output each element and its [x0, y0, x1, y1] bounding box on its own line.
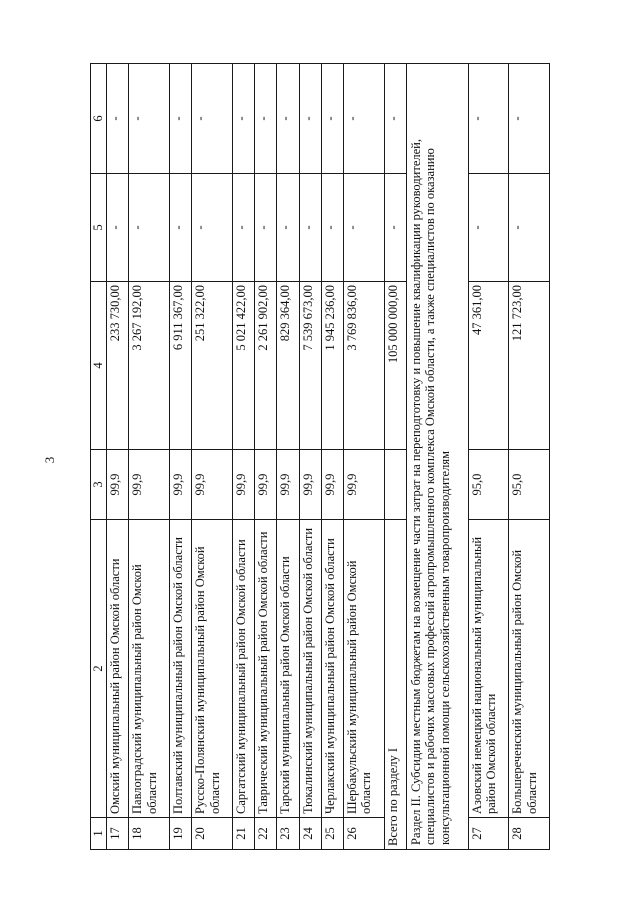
- table-row: [255, 64, 277, 850]
- municipality-name: Тарский муниципальный район Омской области: [277, 520, 299, 818]
- column-header: 5: [91, 174, 107, 282]
- percent-cell: 99,9: [107, 450, 129, 520]
- table-row: [509, 64, 550, 850]
- municipality-name: Таврический муниципальный район Омской области: [255, 520, 277, 818]
- amount-cell: 251 322,00: [192, 282, 233, 450]
- col5-cell: -: [129, 174, 170, 282]
- row-number: 26: [344, 818, 385, 850]
- row-number: 25: [321, 818, 343, 850]
- percent-cell: 95,0: [509, 450, 550, 520]
- amount-cell: 6 911 367,00: [169, 282, 191, 450]
- amount-cell: 121 723,00: [509, 282, 550, 450]
- row-number: 19: [169, 818, 191, 850]
- amount-cell: 829 364,00: [277, 282, 299, 450]
- percent-cell: 99,9: [129, 450, 170, 520]
- total-col5: -: [384, 174, 406, 282]
- municipality-name: Большереченский муниципальный район Омской области: [509, 520, 550, 818]
- page-number: 3: [42, 456, 57, 464]
- row-number: 18: [129, 818, 170, 850]
- col5-cell: -: [277, 174, 299, 282]
- column-header: 2: [91, 520, 107, 818]
- col6-cell: -: [468, 64, 509, 174]
- col6-cell: -: [232, 64, 254, 174]
- total-row: [384, 64, 406, 850]
- col6-cell: -: [169, 64, 191, 174]
- municipality-name: Тюкалинский муниципальный район Омской области: [299, 520, 321, 818]
- municipality-name: Азовский немецкий национальный муниципальный район Омской области: [468, 520, 509, 818]
- table-row: [277, 64, 299, 850]
- row-number: 22: [255, 818, 277, 850]
- section-2-heading: Раздел II. Субсидии местным бюджетам на возмещение части затрат на переподготовку и повышение квалификации руководителей, специалистов и рабочих массовых профессий агропромышленного комплекса Омской области, а также специалистов по оказанию консультационной помощи сельскохозяйственным товаропроизводителям: [406, 64, 468, 850]
- col5-cell: -: [255, 174, 277, 282]
- percent-cell: 99,9: [255, 450, 277, 520]
- col6-cell: -: [321, 64, 343, 174]
- table-row: [299, 64, 321, 850]
- municipality-name: Полтавский муниципальный район Омской области: [169, 520, 191, 818]
- table-row: [321, 64, 343, 850]
- percent-cell: 99,9: [277, 450, 299, 520]
- col6-cell: -: [255, 64, 277, 174]
- table-row: [468, 64, 509, 850]
- total-empty-cell: [384, 450, 406, 520]
- row-number: 17: [107, 818, 129, 850]
- municipality-name: Павлоградский муниципальный район Омской области: [129, 520, 170, 818]
- amount-cell: 1 945 236,00: [321, 282, 343, 450]
- percent-cell: 99,9: [192, 450, 233, 520]
- row-number: 24: [299, 818, 321, 850]
- amount-cell: 5 021 422,00: [232, 282, 254, 450]
- amount-cell: 2 261 902,00: [255, 282, 277, 450]
- rotated-table-wrapper: [90, 64, 550, 850]
- col5-cell: -: [299, 174, 321, 282]
- row-number: 21: [232, 818, 254, 850]
- col5-cell: -: [232, 174, 254, 282]
- col6-cell: -: [129, 64, 170, 174]
- percent-cell: 95,0: [468, 450, 509, 520]
- municipality-name: Шербакульский муниципальный район Омской области: [344, 520, 385, 818]
- section-header-row: [406, 64, 468, 850]
- column-number-row: [91, 64, 107, 850]
- percent-cell: 99,9: [299, 450, 321, 520]
- total-col6: -: [384, 64, 406, 174]
- municipality-name: Омский муниципальный район Омской области: [107, 520, 129, 818]
- col5-cell: -: [107, 174, 129, 282]
- subsidy-table: [90, 63, 550, 850]
- column-header: 3: [91, 450, 107, 520]
- row-number: 20: [192, 818, 233, 850]
- percent-cell: 99,9: [169, 450, 191, 520]
- municipality-name: Черлакский муниципальный район Омской области: [321, 520, 343, 818]
- amount-cell: 47 361,00: [468, 282, 509, 450]
- amount-cell: 233 730,00: [107, 282, 129, 450]
- col6-cell: -: [344, 64, 385, 174]
- col5-cell: -: [509, 174, 550, 282]
- amount-cell: 3 769 836,00: [344, 282, 385, 450]
- column-header: 1: [91, 818, 107, 850]
- col6-cell: -: [509, 64, 550, 174]
- table-row: [344, 64, 385, 850]
- col5-cell: -: [192, 174, 233, 282]
- row-number: 27: [468, 818, 509, 850]
- table-row: [192, 64, 233, 850]
- table-row: [169, 64, 191, 850]
- col6-cell: -: [107, 64, 129, 174]
- percent-cell: 99,9: [232, 450, 254, 520]
- percent-cell: 99,9: [321, 450, 343, 520]
- table-row: [107, 64, 129, 850]
- amount-cell: 7 539 673,00: [299, 282, 321, 450]
- municipality-name: Саргатский муниципальный район Омской области: [232, 520, 254, 818]
- amount-cell: 3 267 192,00: [129, 282, 170, 450]
- col6-cell: -: [277, 64, 299, 174]
- row-number: 28: [509, 818, 550, 850]
- column-header: 4: [91, 282, 107, 450]
- col5-cell: -: [344, 174, 385, 282]
- table-row: [232, 64, 254, 850]
- total-label: Всего по разделу I: [384, 520, 406, 850]
- total-amount: 105 000 000,00: [384, 282, 406, 450]
- col6-cell: -: [192, 64, 233, 174]
- col5-cell: -: [321, 174, 343, 282]
- percent-cell: 99,9: [344, 450, 385, 520]
- municipality-name: Русско-Полянский муниципальный район Омской области: [192, 520, 233, 818]
- col5-cell: -: [468, 174, 509, 282]
- table-row: [129, 64, 170, 850]
- col5-cell: -: [169, 174, 191, 282]
- column-header: 6: [91, 64, 107, 174]
- col6-cell: -: [299, 64, 321, 174]
- row-number: 23: [277, 818, 299, 850]
